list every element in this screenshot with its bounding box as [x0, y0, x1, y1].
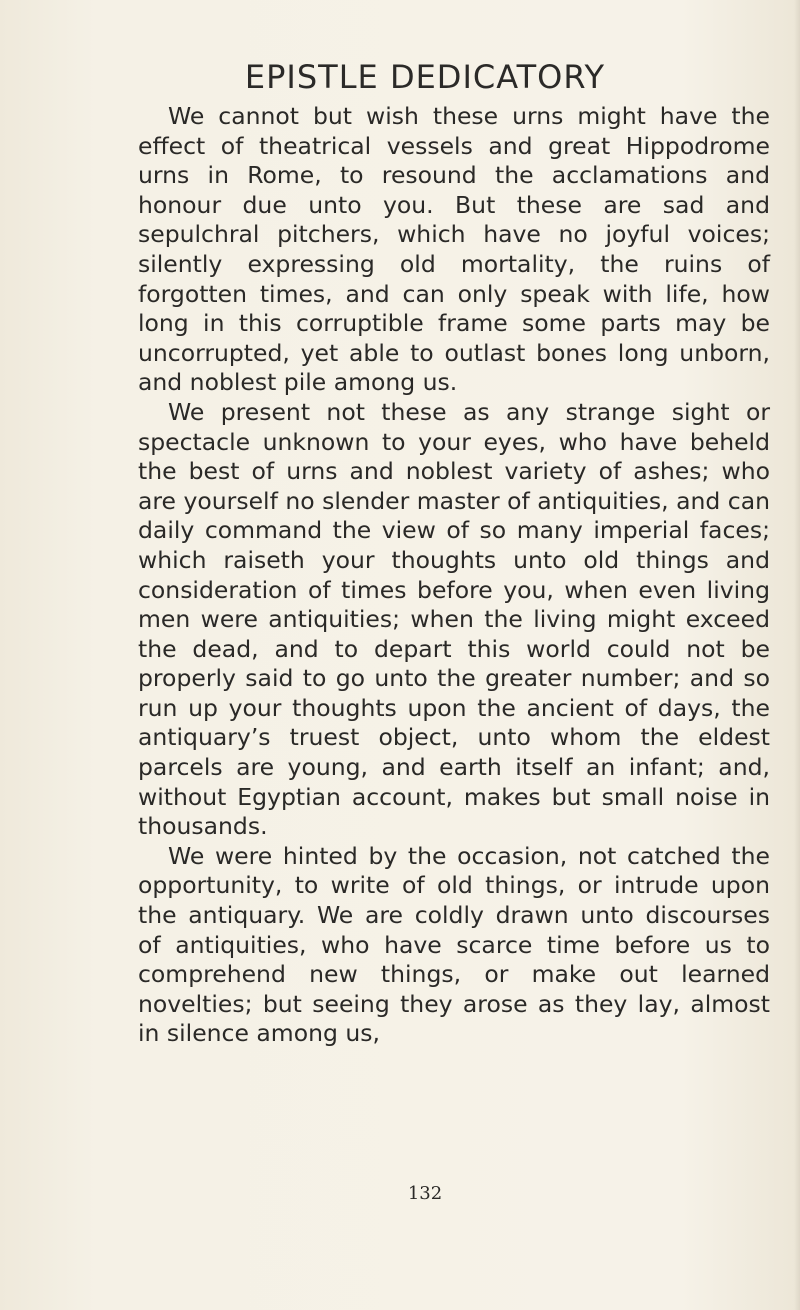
paragraph-2: We present not these as any strange sight or spectacle unknown to your eyes, who have beheld the best of urns and noblest variety of ashes; who are yourself no slender master of antiquities, and can daily command the view of so many imperial faces; which raiseth your thoughts unto old things and consideration of times before you, when even living men were antiquities; when the living might exceed the dead, and to depart this world could not be properly said to go unto the greater number; and so run up your thoughts upon the ancient of days, the antiquary’s truest object, unto whom the eldest parcels are young, and earth itself an infant; and, without Egyptian account, makes but small noise in thousands. — [138, 397, 770, 841]
page-edge-shadow — [794, 0, 800, 1310]
paragraph-1: We cannot but wish these urns might have the effect of theatrical vessels and great Hippodrome urns in Rome, to resound the acclamations and honour due unto you. But these are sad and sepulchral pitchers, which have no joyful voices; silently expressing old mortality, the ruins of forgotten times, and can only speak with life, how long in this corruptible frame some parts may be uncorrupted, yet able to outlast bones long unborn, and noblest pile among us. — [138, 102, 770, 397]
page-number: 132 — [407, 1183, 443, 1204]
paragraph-3: We were hinted by the occasion, not catched the opportunity, to write of old things, or intrude upon the antiquary. We are coldly drawn unto discourses of antiquities, who have scarce time before us to comprehend new things, or make out learned novelties; but seeing they arose as they lay, almost in silence among us, — [138, 841, 770, 1048]
running-head: EPISTLE DEDICATORY — [244, 58, 606, 96]
body-text — [138, 102, 770, 1049]
